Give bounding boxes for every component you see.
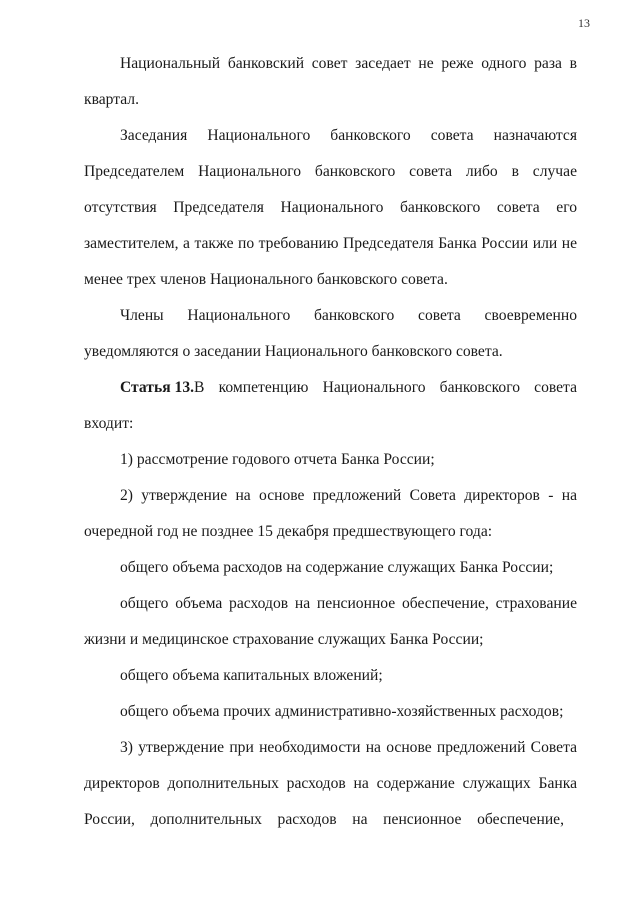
text-line: заместителем, а также по требованию Председателя Банка России или не xyxy=(84,235,577,252)
sub-item: общего объема расходов на пенсионное обеспечение, страхование xyxy=(120,595,577,612)
text-line: жизни и медицинское страхование служащих Банка России; xyxy=(84,631,484,648)
list-item: 2) утверждение на основе предложений Совета директоров - на xyxy=(120,487,577,504)
text-line: очередной год не позднее 15 декабря предшествующего года: xyxy=(84,523,493,540)
text-line: директоров дополнительных расходов на содержание служащих Банка xyxy=(84,775,577,792)
text-line: Национальный банковский совет заседает не реже одного раза в xyxy=(120,55,577,72)
sub-item: общего объема расходов на содержание служащих Банка России; xyxy=(120,559,554,576)
article-text: В компетенцию Национального банковского совета xyxy=(194,379,577,396)
list-item: 3) утверждение при необходимости на основе предложений Совета xyxy=(120,739,577,756)
text-line: России, дополнительных расходов на пенсионное обеспечение, xyxy=(84,811,564,828)
text-line: Члены Национального банковского совета своевременно xyxy=(120,307,577,324)
text-line: Заседания Национального банковского совета назначаются xyxy=(120,127,577,144)
text-line: квартал. xyxy=(84,91,139,108)
sub-item: общего объема прочих административно-хозяйственных расходов; xyxy=(120,703,564,720)
text-line: Председателем Национального банковского совета либо в случае xyxy=(84,163,577,180)
text-line: уведомляются о заседании Национального банковского совета. xyxy=(84,343,503,360)
list-item: 1) рассмотрение годового отчета Банка России; xyxy=(120,451,435,468)
text-line: менее трех членов Национального банковского совета. xyxy=(84,271,448,288)
text-line: отсутствия Председателя Национального банковского совета его xyxy=(84,199,577,216)
article-13-heading xyxy=(120,378,577,398)
text-line: входит: xyxy=(84,415,134,432)
article-label: Статья 13. xyxy=(120,379,195,396)
sub-item: общего объема капитальных вложений; xyxy=(120,667,383,684)
page-number: 13 xyxy=(578,16,590,30)
